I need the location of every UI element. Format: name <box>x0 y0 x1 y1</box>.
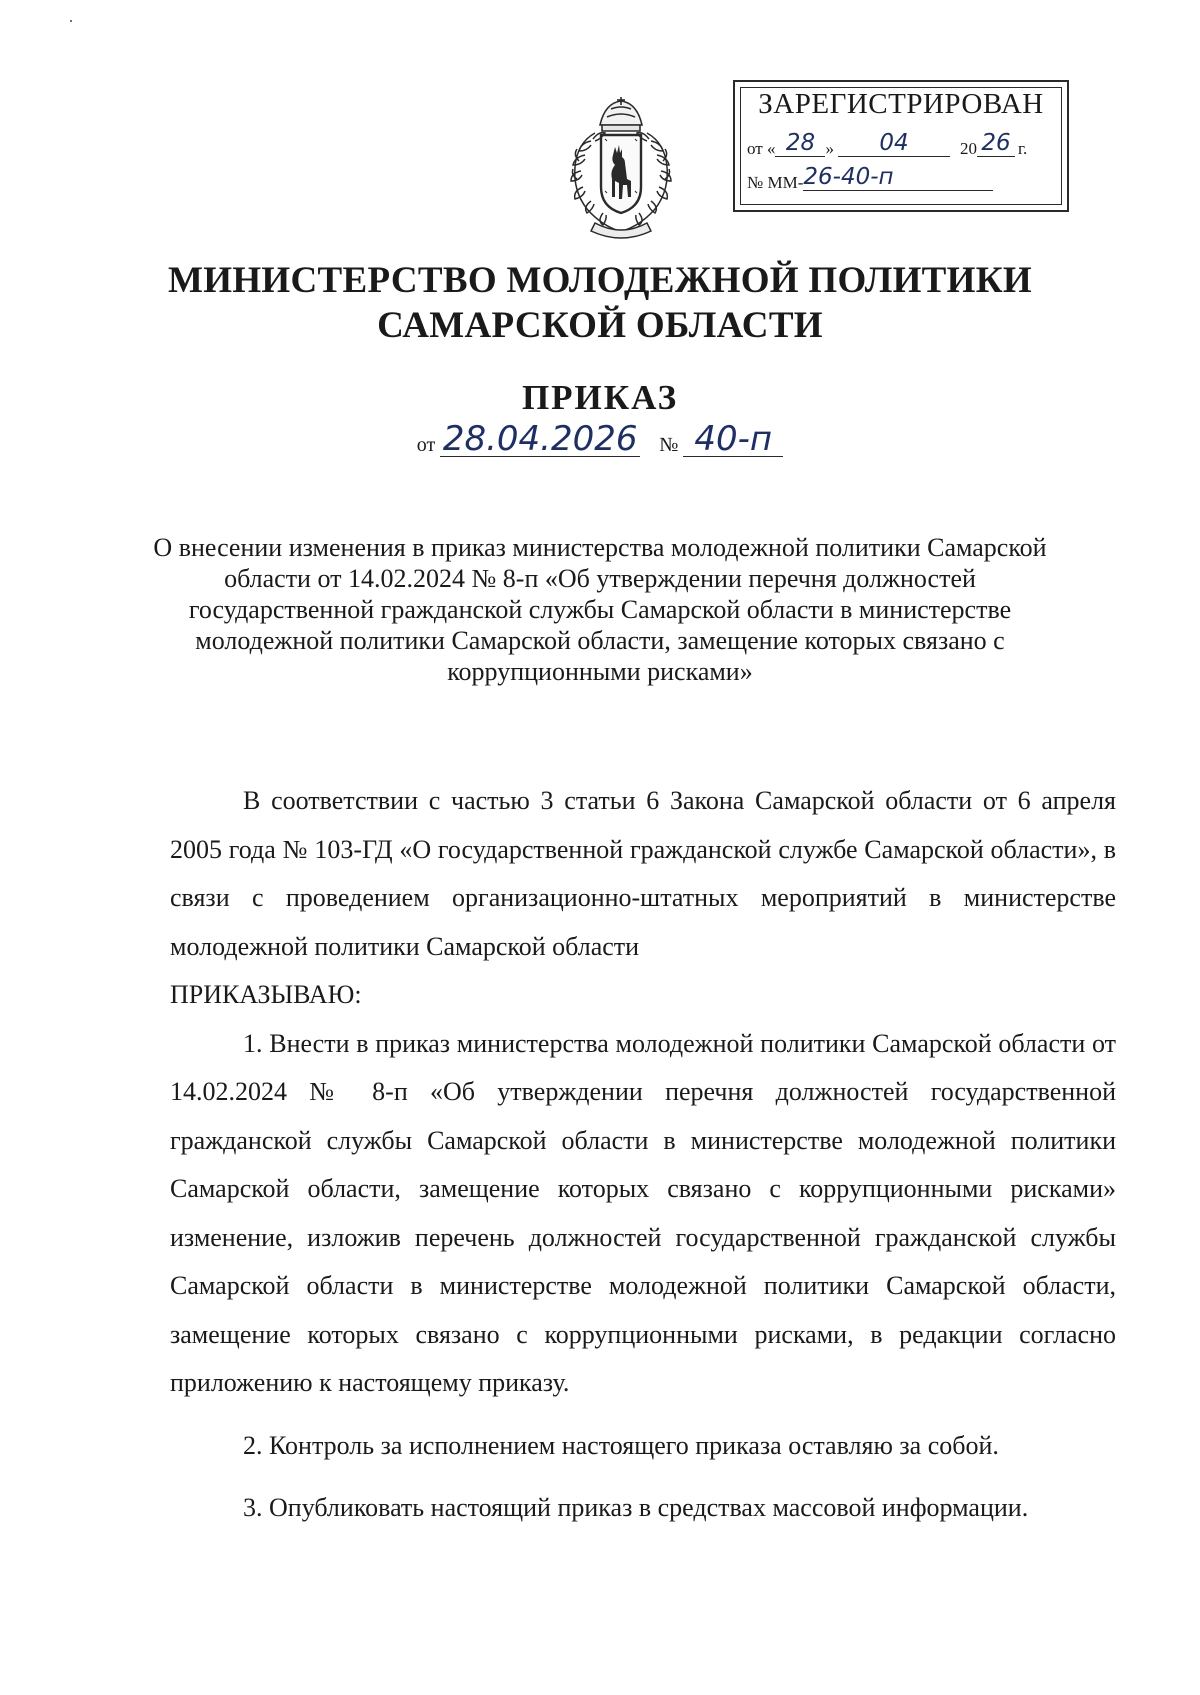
order-word: ПРИКАЗЫВАЮ: <box>170 980 362 1009</box>
stamp-number-prefix: № ММ- <box>747 173 804 192</box>
order-date-number-line <box>0 419 1200 459</box>
stamp-number-row <box>747 164 993 193</box>
stamp-month-field <box>838 130 950 157</box>
order-body <box>170 777 1116 1533</box>
stamp-day-close: » <box>825 139 834 158</box>
order-date-prefix: от <box>416 434 436 456</box>
scan-speck <box>70 20 72 22</box>
order-number-handwritten: 40-п <box>694 419 773 459</box>
stamp-day-field <box>775 130 825 157</box>
stamp-number-field <box>803 164 993 191</box>
stamp-date-row <box>747 130 1028 159</box>
order-item-1: 1. Внести в приказ министерства молодежной политики Самарской области от 14.02.2024 № 8-п «Об утверждении перечня должностей государственной гражданской службы Самарской области в министерстве молодежной политики Самарской области, замещение которых связано с коррупционными рисками» изменение, изложив перечень должностей государственной гражданской службы Самарской области в министерстве молодежной политики Самарской области, замещение которых связано с коррупционными рисками, в редакции согласно приложению к настоящему приказу. <box>170 1028 1116 1397</box>
stamp-year-unit: г. <box>1017 139 1028 158</box>
stamp-title: ЗАРЕГИСТРИРОВАН <box>758 88 1044 120</box>
stamp-number-handwritten: 26-40-п <box>803 164 894 190</box>
order-date-handwritten: 28.04.2026 <box>442 419 638 459</box>
order-number-prefix: № <box>659 434 679 456</box>
stamp-year-handwritten: 26 <box>981 130 1011 156</box>
stamp-date-prefix: от « <box>747 139 776 158</box>
preamble-paragraph: В соответствии с частью 3 статьи 6 Закона Самарской области от 6 апреля 2005 года № 103-ГД «О государственной гражданской службе Самарской области», в связи с проведением организационно-штатных мероприятий в министерстве молодежной политики Самарской области <box>170 786 1116 961</box>
order-item-3: 3. Опубликовать настоящий приказ в средствах массовой информации. <box>243 1493 1029 1522</box>
order-title: ПРИКАЗ <box>521 378 679 417</box>
coat-of-arms-emblem <box>555 95 687 245</box>
registration-stamp <box>733 80 1069 212</box>
order-date-field <box>440 419 640 459</box>
stamp-month-handwritten: 04 <box>879 130 909 156</box>
stamp-year-field <box>977 130 1015 157</box>
order-subject: О внесении изменения в приказ министерства молодежной политики Самарской области от 14.02.2024 № 8-п «Об утверждении перечня должностей государственной гражданской службы Самарской области в министерстве молодежной политики Самарской области, замещение которых связано с коррупционными рисками» <box>153 533 1047 686</box>
stamp-year-prefix: 20 <box>959 139 977 158</box>
stamp-day-handwritten: 28 <box>785 130 816 156</box>
ministry-name: МИНИСТЕРСТВО МОЛОДЕЖНОЙ ПОЛИТИКИ САМАРСКОЙ ОБЛАСТИ <box>168 260 1032 346</box>
order-item-2: 2. Контроль за исполнением настоящего приказа оставляю за собой. <box>243 1430 999 1460</box>
order-number-field <box>683 419 783 459</box>
